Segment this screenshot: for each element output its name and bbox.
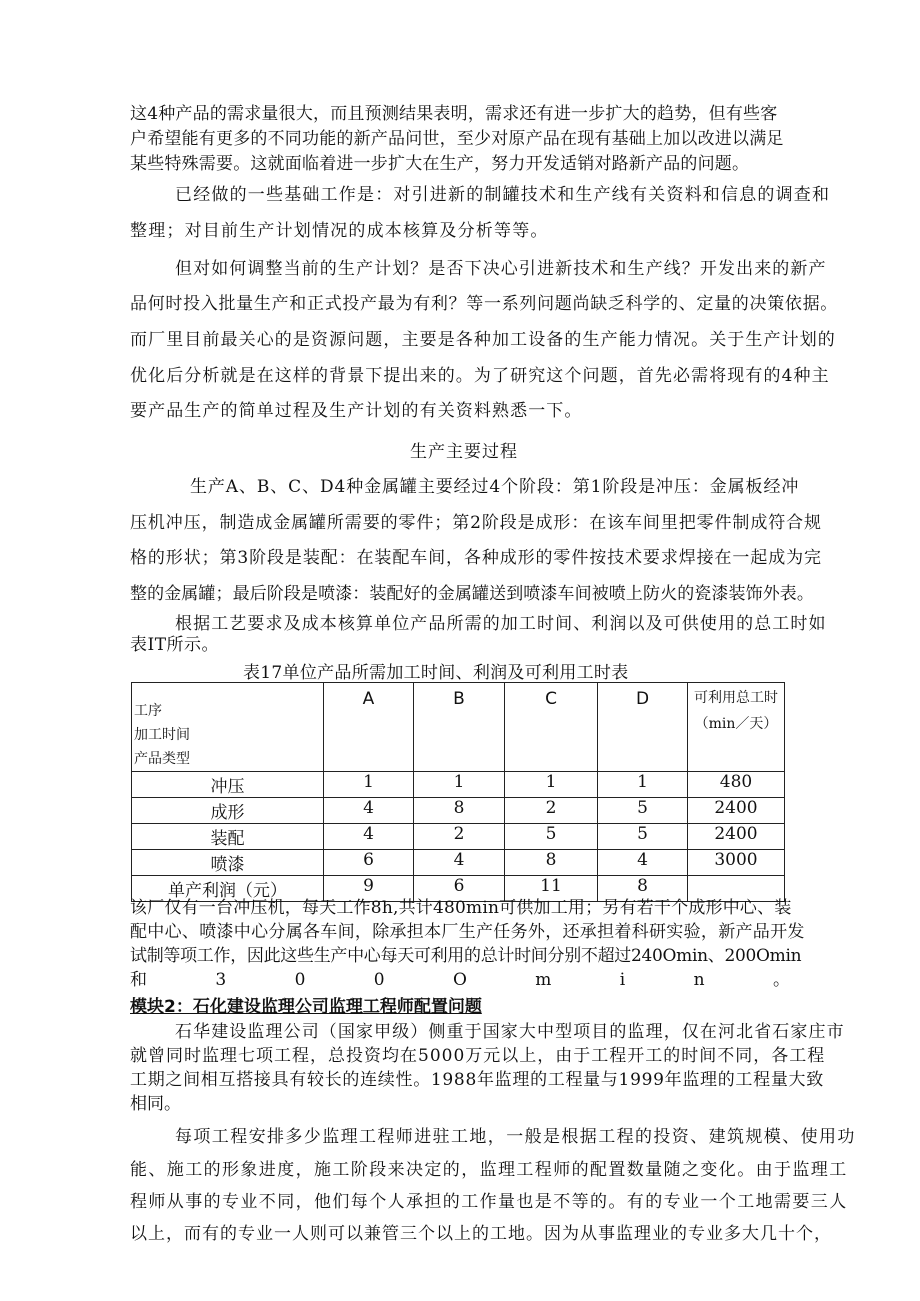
cell-available: 2400 — [688, 798, 785, 824]
cell-value: 2 — [505, 798, 598, 824]
cell-value: 2 — [414, 824, 505, 850]
column-header-available — [688, 683, 785, 772]
header-product: 产品类型 — [134, 751, 190, 767]
spread-char: n — [693, 970, 705, 990]
cell-value: 6 — [414, 876, 505, 902]
column-header-b: B — [414, 683, 505, 772]
text-line: 能、施工的形象进度，施工阶段来决定的，监理工程师的配置数量随之变化。由于监理工 — [130, 1160, 848, 1180]
text-line: 户希望能有更多的不同功能的新产品问世，至少对原产品在现有基础上加以改进以满足 — [130, 129, 784, 149]
available-label: 可利用总工时 — [694, 690, 778, 706]
text-line: 但对如何调整当前的生产计划？是否下决心引进新技术和生产线？开发出来的新产 — [175, 259, 827, 279]
text-line: 要产品生产的简单过程及生产计划的有关资料熟悉一下。 — [130, 401, 583, 421]
diagonal-header-cell — [132, 683, 324, 772]
spread-char: i — [619, 970, 626, 990]
column-header-d: D — [598, 683, 688, 772]
cell-value: 1 — [414, 772, 505, 798]
text-line: 以上，而有的专业一人则可以兼管三个以上的工地。因为从事监理业的专业多大几十个， — [130, 1224, 832, 1244]
text-line: 而厂里目前最关心的是资源问题，主要是各种加工设备的生产能力情况。关于生产计划的 — [130, 330, 836, 350]
spread-char: 0 — [373, 970, 385, 990]
spread-char: 3 — [215, 970, 227, 990]
cell-value: 8 — [414, 798, 505, 824]
text-line: 已经做的一些基础工作是：对引进新的制罐技术和生产线有关资料和信息的调查和 — [175, 185, 831, 205]
column-header-c: C — [505, 683, 598, 772]
section-title: 生产主要过程 — [410, 442, 518, 462]
row-label: 装配 — [132, 824, 324, 850]
text-line: 该厂仅有一台冲压机，每天工作8h,共计480min可供加工用；另有若干个成形中心、装 — [130, 898, 792, 918]
column-header-a: A — [324, 683, 414, 772]
text-line: 整的金属罐；最后阶段是喷漆：装配好的金属罐送到喷漆车间被喷上防火的瓷漆装饰外表。 — [130, 584, 814, 604]
cell-value: 5 — [598, 798, 688, 824]
cell-value: 4 — [324, 798, 414, 824]
row-label: 冲压 — [132, 772, 324, 798]
text-line: 程师从事的专业不同，他们每个人承担的工作量也是不等的。有的专业一个工地需要三人 — [130, 1192, 848, 1212]
table-caption: 表17单位产品所需加工时间、利润及可利用工时表 — [243, 663, 629, 683]
text-line: 品何时投入批量生产和正式投产最为有利？等一系列问题尚缺乏科学的、定量的决策依据。 — [130, 294, 838, 314]
cell-available: 3000 — [688, 850, 785, 876]
header-time: 加工时间 — [134, 727, 190, 743]
table-row — [132, 824, 785, 850]
text-line: 相同。 — [130, 1094, 181, 1114]
text-line: 优化后分析就是在这样的背景下提出来的。为了研究这个问题，首先必需将现有的4种主 — [130, 366, 830, 386]
spread-line — [130, 968, 790, 992]
cell-value: 11 — [505, 876, 598, 902]
row-label: 单产利润（元） — [132, 876, 324, 902]
table-row — [132, 850, 785, 876]
cell-available: 2400 — [688, 824, 785, 850]
text-line: 每项工程安排多少监理工程师进驻工地，一般是根据工程的投资、建筑规模、使用功 — [175, 1127, 856, 1147]
row-label: 成形 — [132, 798, 324, 824]
text-line: 就曾同时监理七项工程，总投资均在5000万元以上，由于工程开工的时间不同，各工程 — [130, 1046, 826, 1066]
cell-value: 1 — [324, 772, 414, 798]
cell-value: 4 — [414, 850, 505, 876]
cell-value: 1 — [598, 772, 688, 798]
available-unit: （min／天） — [694, 716, 778, 732]
text-line: 整理；对目前生产计划情况的成本核算及分析等等。 — [130, 221, 549, 241]
cell-value: 8 — [598, 876, 688, 902]
text-line: 这4种产品的需求量很大，而且预测结果表明，需求还有进一步扩大的趋势，但有些客 — [130, 104, 778, 124]
spread-char: 0 — [294, 970, 306, 990]
cell-value: 4 — [324, 824, 414, 850]
spread-char: O — [452, 970, 467, 990]
spread-char: m — [535, 970, 552, 990]
text-line: 根据工艺要求及成本核算单位产品所需的加工时间、利润以及可供使用的总工时如 — [175, 614, 827, 634]
text-line: 配中心、喷漆中心分属各车间，除承担本厂生产任务外，还承担着科研实验，新产品开发 — [130, 922, 805, 942]
cell-value: 6 — [324, 850, 414, 876]
text-line: 工期之间相互搭接具有较长的连续性。1988年监理的工程量与1999年监理的工程量大致 — [130, 1070, 824, 1090]
module-title: 模块2：石化建设监理公司监理工程师配置问题 — [130, 997, 482, 1017]
table-row — [132, 772, 785, 798]
text-line: 格的形状；第3阶段是装配：在装配车间，各种成形的零件按技术要求焊接在一起成为完 — [130, 548, 822, 568]
cell-value: 4 — [598, 850, 688, 876]
cell-value: 8 — [505, 850, 598, 876]
text-line: 压机冲压，制造成金属罐所需要的零件；第2阶段是成形：在该车间里把零件制成符合规 — [130, 513, 822, 533]
text-line: 某些特殊需要。这就面临着进一步扩大在生产，努力开发适销对路新产品的问题。 — [130, 154, 750, 174]
text-line: 表IT所示。 — [130, 635, 220, 655]
spread-char: 和 — [130, 970, 147, 990]
text-line: 石华建设监理公司（国家甲级）侧重于国家大中型项目的监理，仅在河北省石家庄市 — [175, 1022, 845, 1042]
spread-char: 。 — [772, 970, 790, 990]
table-header-row — [132, 683, 785, 772]
text-line: 试制等项工作，因此这些生产中心每天可利用的总计时间分别不超过240Omin、200Omin — [130, 946, 802, 966]
header-process: 工序 — [134, 703, 162, 719]
processing-time-table — [131, 682, 785, 902]
cell-value: 9 — [324, 876, 414, 902]
row-label: 喷漆 — [132, 850, 324, 876]
cell-value: 5 — [598, 824, 688, 850]
text-line: 生产A、B、C、D4种金属罐主要经过4个阶段：第1阶段是冲压：金属板经冲 — [190, 477, 800, 497]
cell-value: 1 — [505, 772, 598, 798]
cell-value: 5 — [505, 824, 598, 850]
cell-available: 480 — [688, 772, 785, 798]
table-row — [132, 798, 785, 824]
